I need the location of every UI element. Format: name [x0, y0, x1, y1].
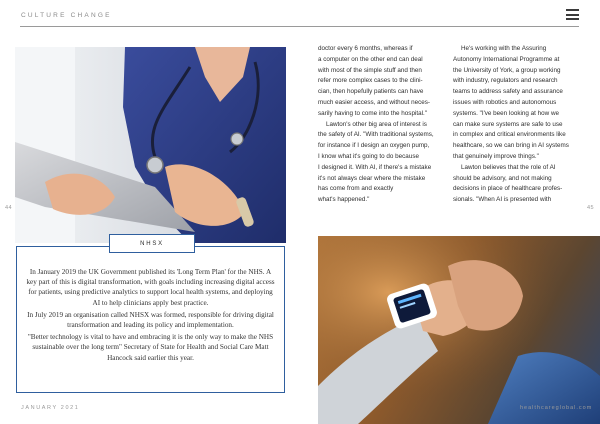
- article-line: He's working with the Assuring: [461, 45, 547, 52]
- hamburger-menu-icon[interactable]: [566, 9, 579, 20]
- article-line: much easier access, and without neces-: [318, 98, 431, 106]
- article-line: I designed it. With AI, if there's a mistake: [318, 163, 432, 171]
- nhsx-paragraph: "Better technology is vital to have and embracing it is the only way to make the NHS sustainable over the long term" Secretary of State for Health and Social Care Matt Hancock said earlier this year.: [27, 333, 274, 362]
- footer-date: JANUARY 2021: [21, 405, 80, 411]
- article-line: healthcare, so we can bring in AI systems: [453, 142, 569, 150]
- article-line: refer more complex cases to the clini-: [318, 77, 423, 85]
- article-line: Autonomy International Programme at: [453, 55, 560, 63]
- article-line: the University of York, a group working: [453, 66, 561, 74]
- article-line: it's not always clear where the mistake: [318, 174, 426, 182]
- page-number-left: 44: [5, 205, 13, 211]
- nurse-tablet-photo: [15, 47, 286, 243]
- article-line: issues with robotics and autonomous: [453, 98, 557, 106]
- article-line: sionals. "When AI is presented with: [453, 196, 552, 204]
- article-line: cian, then hopefully patients can have: [318, 88, 424, 96]
- article-line: a computer on the other end can deal: [318, 55, 423, 63]
- section-label: CULTURE CHANGE: [21, 12, 112, 19]
- nhsx-paragraph: In January 2019 the UK Government published its 'Long Term Plan' for the NHS. A key part of this is digital transformation, with goals including increasing digital access for patients, using predictive analytics to support local health systems, and deploying AI to help clinicians apply best practice.: [26, 268, 275, 307]
- article-line: for instance if I design an oxygen pump,: [318, 142, 430, 150]
- nhsx-paragraph: In July 2019 an organisation called NHSX was formed, responsible for driving digital transformation and leading its policy and implementation.: [27, 310, 274, 330]
- article-line: has come from and exactly: [318, 185, 394, 193]
- article-line: should be advisory, and not making: [453, 174, 552, 182]
- nhsx-tag: NHSX: [109, 234, 195, 253]
- article-line: that genuinely improve things.": [453, 152, 539, 160]
- header-divider: [20, 26, 579, 27]
- article-line: in complex and critical environments like: [453, 131, 566, 139]
- article-line: systems. "I've been looking at how we: [453, 109, 559, 117]
- page-number-right: 45: [587, 205, 595, 211]
- article-line: decisions in place of healthcare profes-: [453, 185, 563, 193]
- article-line: I know what it's going to do because: [318, 152, 419, 160]
- nhsx-body: [24, 267, 277, 365]
- footer-site: healthcareglobal.com: [520, 405, 593, 411]
- article-line: what's happened.": [318, 196, 370, 204]
- article-column-2: [453, 44, 581, 206]
- article-line: teams to address safety and assurance: [453, 88, 563, 96]
- article-line: sarily having to come into the hospital.": [318, 109, 427, 117]
- article-line: with most of the simple stuff and then: [318, 66, 422, 74]
- article-line: with industry, regulators and research: [453, 77, 558, 85]
- smartwatch-photo: [318, 236, 600, 424]
- article-line: the safety of AI. "With traditional systems,: [318, 131, 434, 139]
- article-line: Lawton believes that the role of AI: [461, 163, 556, 171]
- article-column-1: [318, 44, 446, 206]
- article-line: can make sure systems are safe to use: [453, 120, 563, 128]
- article-line: doctor every 6 months, whereas if: [318, 45, 413, 52]
- article-line: Lawton's other big area of interest is: [326, 120, 427, 128]
